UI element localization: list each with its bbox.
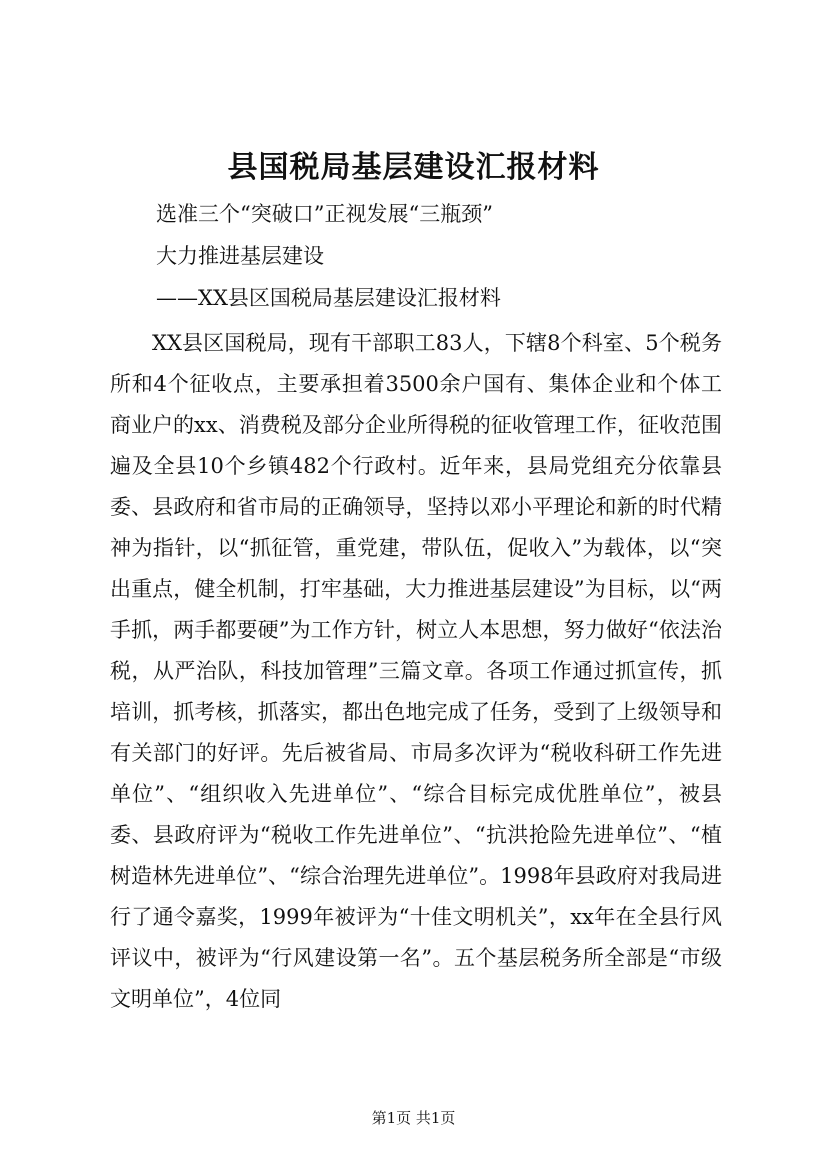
- subtitle-line-1: 选准三个“突破口”正视发展“三瓶颈”: [156, 202, 493, 226]
- document-title: 县国税局基层建设汇报材料: [227, 150, 600, 185]
- subtitle-line-2: 大力推进基层建设: [156, 244, 324, 268]
- body-paragraph: XX县区国税局，现有干部职工83人，下辖8个科室、5个税务所和4个征收点，主要承担着3500余户国有、集体企业和个体工商业户的xx、消费税及部分企业所得税的征收管理工作，征收范围遍及全县10个乡镇482个行政村。近年来，县局党组充分依靠县委、县政府和省市局的正确领导，坚持以邓小平理论和新的时代精神为指针，以“抓征管，重党建，带队伍，促收入”为载体，以“突出重点，健全机制，打牢基础，大力推进基层建设”为目标，以“两手抓，两手都要硬”为工作方针，树立人本思想，努力做好“依法治税，从严治队，科技加管理”三篇文章。各项工作通过抓宣传，抓培训，抓考核，抓落实，都出色地完成了任务，受到了上级领导和有关部门的好评。先后被省局、市局多次评为“税收科研工作先进单位”、“组织收入先进单位”、“综合目标完成优胜单位”，被县委、县政府评为“税收工作先进单位”、“抗洪抢险先进单位”、“植树造林先进单位”、“综合治理先进单位”。1998年县政府对我局进行了通令嘉奖，1999年被评为“十佳文明机关”，xx年在全县行风评议中，被评为“行风建设第一名”。五个基层税务所全部是“市级文明单位”，4位同: [110, 331, 722, 1011]
- subtitle-line-3: ——XX县区国税局基层建设汇报材料: [156, 286, 501, 310]
- page-footer: 第1页 共1页: [371, 1109, 456, 1127]
